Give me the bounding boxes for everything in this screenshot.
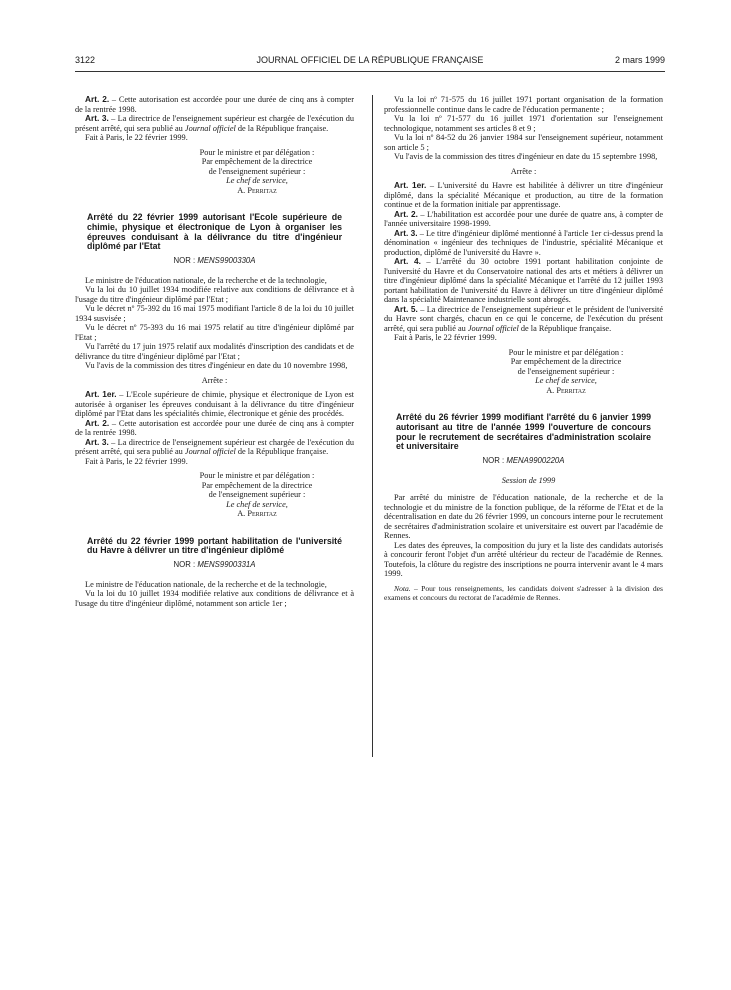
paragraph: Vu la loi nº 71-575 du 16 juillet 1971 portant organisation de la formation professionnelle continue dans le cadre de l'éducation permanente ; xyxy=(384,95,663,114)
signature-place-date: Fait à Paris, le 22 février 1999. xyxy=(394,333,497,342)
signature-line: de l'enseignement supérieur : xyxy=(517,366,615,376)
arrete-heading: Arrête : xyxy=(201,375,228,385)
article-text: – La directrice de l'enseignement supérieur est chargée de l'exécution du présent arrêté, qui sera publié au xyxy=(75,114,354,133)
decree-title: Arrêté du 26 février 1999 modifiant l'arrêté du 6 janvier 1999 autorisant au titre de l'année 1999 l'ouverture de concours pour le recrutement de secrétaires d'administration scolaire et universitaire xyxy=(396,412,651,452)
article-label: Art. 4. xyxy=(394,256,421,266)
journal-ref: Journal officiel xyxy=(184,447,236,457)
article-text: – La directrice de l'enseignement supérieur et le président de l'université du Havre sont chargés, chacun en ce qui le concerne, de l'exécution du présent arrêté, qui sera publié au xyxy=(384,304,664,333)
article-label: Art. 2. xyxy=(85,417,110,428)
article-label: Art. 1er. xyxy=(394,180,427,190)
paragraph: Vu le décret nº 75-393 du 16 mai 1975 relatif au titre d'ingénieur diplômé par l'Etat ; xyxy=(75,323,354,342)
paragraph: Le ministre de l'éducation nationale, de la recherche et de la technologie, xyxy=(85,579,327,589)
decree-title: Arrêté du 22 février 1999 portant habilitation de l'université du Havre à délivrer un titre d'ingénieur diplômé xyxy=(87,535,342,556)
paragraph: Le ministre de l'éducation nationale, de la recherche et de la technologie, xyxy=(85,275,327,285)
signature-line: Par empêchement de la directrice xyxy=(201,480,313,490)
header-rule xyxy=(75,71,665,72)
signature-line: Pour le ministre et par délégation : xyxy=(199,471,315,481)
article-text: – L'habilitation est accordée pour une durée de quatre ans, à compter de l'année universitaire 1998-1999. xyxy=(384,209,663,228)
journal-ref: Journal officiel xyxy=(467,323,519,333)
arrete-heading: Arrête : xyxy=(510,166,537,176)
signature-line: Par empêchement de la directrice xyxy=(201,157,313,166)
paragraph: Les dates des épreuves, la composition du jury et la liste des candidats autorisés à concourir feront l'objet d'un arrêté ultérieur du recteur de l'académie de Rennes. Toutefois, la clôture du registre des inscriptions ne pourra intervenir avant le 4 mars 1999. xyxy=(384,540,663,579)
journal-title: JOURNAL OFFICIEL DE LA RÉPUBLIQUE FRANÇAISE xyxy=(256,55,484,65)
signature-role: Le chef de service, xyxy=(226,176,288,185)
article-label: Art. 3. xyxy=(85,436,109,447)
signature-line: de l'enseignement supérieur : xyxy=(208,490,306,500)
republique-text: de la République française. xyxy=(235,123,329,133)
article-label: Art. 1er. xyxy=(85,389,117,400)
decree-title: Arrêté du 22 février 1999 autorisant l'Ecole supérieure de chimie, physique et électronique de Lyon à organiser les épreuves conduisant à la délivrance du titre d'ingénieur diplômé par l'Etat xyxy=(87,212,342,252)
article-text: – Le titre d'ingénieur diplômé mentionné à l'article 1er ci-dessus prend la dénomination « ingénieur des techniques de l'industrie, spécialité Mécanique et production, diplômé de l'université du Havre ». xyxy=(384,228,663,257)
nor-reference: NOR : MENS9900330A xyxy=(173,256,256,266)
article-label: Art. 3. xyxy=(394,227,418,238)
paragraph: Vu l'avis de la commission des titres d'ingénieur en date du 10 novembre 1998, xyxy=(85,361,348,371)
article-label: Art. 3. xyxy=(85,113,109,123)
signature-role: Le chef de service, xyxy=(226,499,288,509)
signatory-name: A. Perritaz xyxy=(237,185,277,195)
right-column: Vu la loi nº 71-575 du 16 juillet 1971 portant organisation de la formation professionnelle continue dans le cadre de l'éducation permanente ; Vu la loi nº 71-577 du 16 juillet 1971 d'orientation sur l'enseignement technologique, notamment ses articles 8 et 9 ; Vu la loi nº 84-52 du 26 janvier 1984 sur l'enseignement supérieur, notamment son article 5 ; Vu l'avis de la commission des titres d'ingénieur en date du 15 septembre 1998, Arrête : Art. 1er. – L'université du Havre est habilitée à délivrer un titre d'ingénieur diplômé, dans la spécialité Mécanique et production, au titre de la formation continue et de la formation initiale par apprentissage. Art. 2. – L'habilitation est accordée pour une durée de quatre ans, à compter de l'année universitaire 1998-1999. Art. 3. – Le titre d'ingénieur diplômé mentionné à l'article 1er ci-dessus prend la dénomination « ingénieur des techniques de l'industrie, spécialité Mécanique et production, diplômé de l'université du Havre ». Art. 4. – L'arrêté du 30 octobre 1991 portant habilitation conjointe de l'université du Havre et du Conservatoire national des arts et métiers à délivrer un titre d'ingénieur diplômé dans la spécialité Mécanique et l'arrêté du 12 juillet 1993 portant habilitation de l'université du Havre à délivrer un titre d'ingénieur diplômé dans la spécialité Maintenance industrielle sont abrogés. Art. 5. – La directrice de l'enseignement supérieur et le président de l'université du Havre sont chargés, chacun en ce qui le concerne, de l'exécution du présent arrêté, qui sera publié au Journal officiel de la République française. Fait à Paris, le 22 février 1999. Pour le ministre et par délégation : Par empêchement de la directrice de l'enseignement supérieur : Le chef de service, A. Perritaz Arrêté du 26 février 1999 modifiant l'arrêté du 6 janvier 1999 autorisant au titre de l'année 1999 l'ouverture de concours pour le recrutement de secrétaires d'administration scolaire et universitaire NOR : MENA9900220A Session de 1999 Par arrêté du ministre de l'éducation nationale, de la recherche et de la technologie et du ministre de la fonction publique, de la réforme de l'Etat et de la décentralisation en date du 26 février 1999, un concours interne pour le recrutement de secrétaires d'administration scolaire et universitaire est ouvert par l'académie de Rennes. Les dates des épreuves, la composition du jury et la liste des candidats autorisés à concourir feront l'objet d'un arrêté ultérieur du recteur de l'académie de Rennes. Toutefois, la clôture du registre des inscriptions ne pourra intervenir avant le 4 mars 1999. Nota. – Pour tous renseignements, les candidats doivent s'adresser à la division des examens et concours du rectorat de l'académie de Rennes. xyxy=(384,95,664,602)
nor-reference: NOR : MENS9900331A xyxy=(173,560,256,570)
nor-reference: NOR : MENA9900220A xyxy=(482,456,565,466)
article-text: – L'Ecole supérieure de chimie, physique et électronique de Lyon est autorisée à organiser les épreuves conduisant à la délivrance du titre d'ingénieur diplômé par l'Etat dans les spécialités chimie, électronique et génie des procédés. xyxy=(75,390,354,419)
paragraph: Vu l'arrêté du 17 juin 1975 relatif aux modalités d'inscription des candidats et de délivrance du titre d'ingénieur diplômé par l'Etat ; xyxy=(75,342,354,361)
signature-line: Pour le ministre et par délégation : xyxy=(508,347,624,357)
page-number: 3122 xyxy=(75,55,96,65)
note-label: Nota. xyxy=(394,583,411,593)
paragraph: Vu la loi du 10 juillet 1934 modifiée relative aux conditions de délivrance et à l'usage du titre d'ingénieur diplômé par l'Etat ; xyxy=(75,285,354,304)
signature-role: Le chef de service, xyxy=(535,376,597,385)
signatory-name: A. Perritaz xyxy=(546,385,586,395)
signature-line: de l'enseignement supérieur : xyxy=(208,166,306,176)
article-label: Art. 5. xyxy=(394,303,418,314)
paragraph: Vu l'avis de la commission des titres d'ingénieur en date du 15 septembre 1998, xyxy=(394,152,658,161)
article-text: – Cette autorisation est accordée pour une durée de cinq ans à compter de la rentrée 1998. xyxy=(75,418,355,438)
signature-place-date: Fait à Paris, le 22 février 1999. xyxy=(85,456,188,466)
article-label: Art. 2. xyxy=(85,94,110,104)
paragraph: Par arrêté du ministre de l'éducation nationale, de la recherche et de la technologie et du ministre de la fonction publique, de la réforme de l'Etat et de la décentralisation en date du 26 février 1999, un concours interne pour le recrutement de secrétaires d'administration scolaire et universitaire est ouvert par l'académie de Rennes. xyxy=(384,493,663,541)
journal-ref: Journal officiel xyxy=(184,123,236,133)
signature-line: Par empêchement de la directrice xyxy=(510,357,622,366)
paragraph: Vu le décret nº 75-392 du 16 mai 1975 modifiant l'article 8 de la loi du 10 juillet 1934 susvisée ; xyxy=(75,304,354,323)
signatory-name: A. Perritaz xyxy=(237,509,277,519)
issue-date: 2 mars 1999 xyxy=(614,55,665,65)
article-text: – Cette autorisation est accordée pour une durée de cinq ans à compter de la rentrée 1998. xyxy=(75,95,355,114)
article-text: – L'université du Havre est habilitée à délivrer un titre d'ingénieur diplômé, dans la spécialité Mécanique et production, au titre de la formation continue et de la formation initiale par apprentissage. xyxy=(384,181,663,209)
paragraph: Vu la loi du 10 juillet 1934 modifiée relative aux conditions de délivrance et à l'usage du titre d'ingénieur diplômé, notamment son article 1er ; xyxy=(75,589,354,608)
article-text: – L'arrêté du 30 octobre 1991 portant habilitation conjointe de l'université du Havre et du Conservatoire national des arts et métiers à délivrer un titre d'ingénieur diplômé dans la spécialité Mécanique et l'arrêté du 12 juillet 1993 portant habilitation de l'université du Havre à délivrer un titre d'ingénieur diplômé dans la spécialité Maintenance industrielle sont abrogés. xyxy=(384,257,663,304)
session-heading: Session de 1999 xyxy=(501,475,556,485)
left-column: Art. 2. – Cette autorisation est accordée pour une durée de cinq ans à compter de la rentrée 1998. Art. 3. – La directrice de l'enseignement supérieur est chargée de l'exécution du présent arrêté, qui sera publié au Journal officiel de la République française. Fait à Paris, le 22 février 1999. Pour le ministre et par délégation : Par empêchement de la directrice de l'enseignement supérieur : Le chef de service, A. Perritaz Arrêté du 22 février 1999 autorisant l'Ecole supérieure de chimie, physique et électronique de Lyon à organiser les épreuves conduisant à la délivrance du titre d'ingénieur diplômé par l'Etat NOR : MENS9900330A Le ministre de l'éducation nationale, de la recherche et de la technologie, Vu la loi du 10 juillet 1934 modifiée relative aux conditions de délivrance et à l'usage du titre d'ingénieur diplômé par l'Etat ; Vu le décret nº 75-392 du 16 mai 1975 modifiant l'article 8 de la loi du 10 juillet 1934 susvisée ; Vu le décret nº 75-393 du 16 mai 1975 relatif au titre d'ingénieur diplômé par l'Etat ; Vu l'arrêté du 17 juin 1975 relatif aux modalités d'inscription des candidats et de délivrance du titre d'ingénieur diplômé par l'Etat ; Vu l'avis de la commission des titres d'ingénieur en date du 10 novembre 1998, Arrête : Art. 1er. – L'Ecole supérieure de chimie, physique et électronique de Lyon est autorisée à organiser les épreuves conduisant à la délivrance du titre d'ingénieur diplômé par l'Etat dans les spécialités chimie, électronique et génie des procédés. Art. 2. – Cette autorisation est accordée pour une durée de cinq ans à compter de la rentrée 1998. Art. 3. – La directrice de l'enseignement supérieur est chargée de l'exécution du présent arrêté, qui sera publié au Journal officiel de la République française. Fait à Paris, le 22 février 1999. Pour le ministre et par délégation : Par empêchement de la directrice de l'enseignement supérieur : Le chef de service, A. Perritaz Arrêté du 22 février 1999 portant habilitation de l'université du Havre à délivrer un titre d'ingénieur diplômé NOR : MENS9900331A Le ministre de l'éducation nationale, de la recherche et de la technologie, Vu la loi du 10 juillet 1934 modifiée relative aux conditions de délivrance et à l'usage du titre d'ingénieur diplômé, notamment son article 1er ; xyxy=(75,94,355,608)
article-label: Art. 2. xyxy=(394,208,418,219)
paragraph: Vu la loi nº 71-577 du 16 juillet 1971 d'orientation sur l'enseignement technologique, notamment ses articles 8 et 9 ; xyxy=(384,114,663,133)
note-text: – Pour tous renseignements, les candidats doivent s'adresser à la division des examens et concours du rectorat de l'académie de Rennes. xyxy=(384,583,663,602)
article-text: – La directrice de l'enseignement supérieur est chargée de l'exécution du présent arrêté, qui sera publié au xyxy=(75,437,354,457)
signature-line: Pour le ministre et par délégation : xyxy=(199,147,315,157)
column-divider xyxy=(372,95,373,757)
signature-place-date: Fait à Paris, le 22 février 1999. xyxy=(85,133,188,142)
paragraph: Vu la loi nº 84-52 du 26 janvier 1984 sur l'enseignement supérieur, notamment son article 5 ; xyxy=(384,133,663,152)
page-header xyxy=(75,55,665,69)
